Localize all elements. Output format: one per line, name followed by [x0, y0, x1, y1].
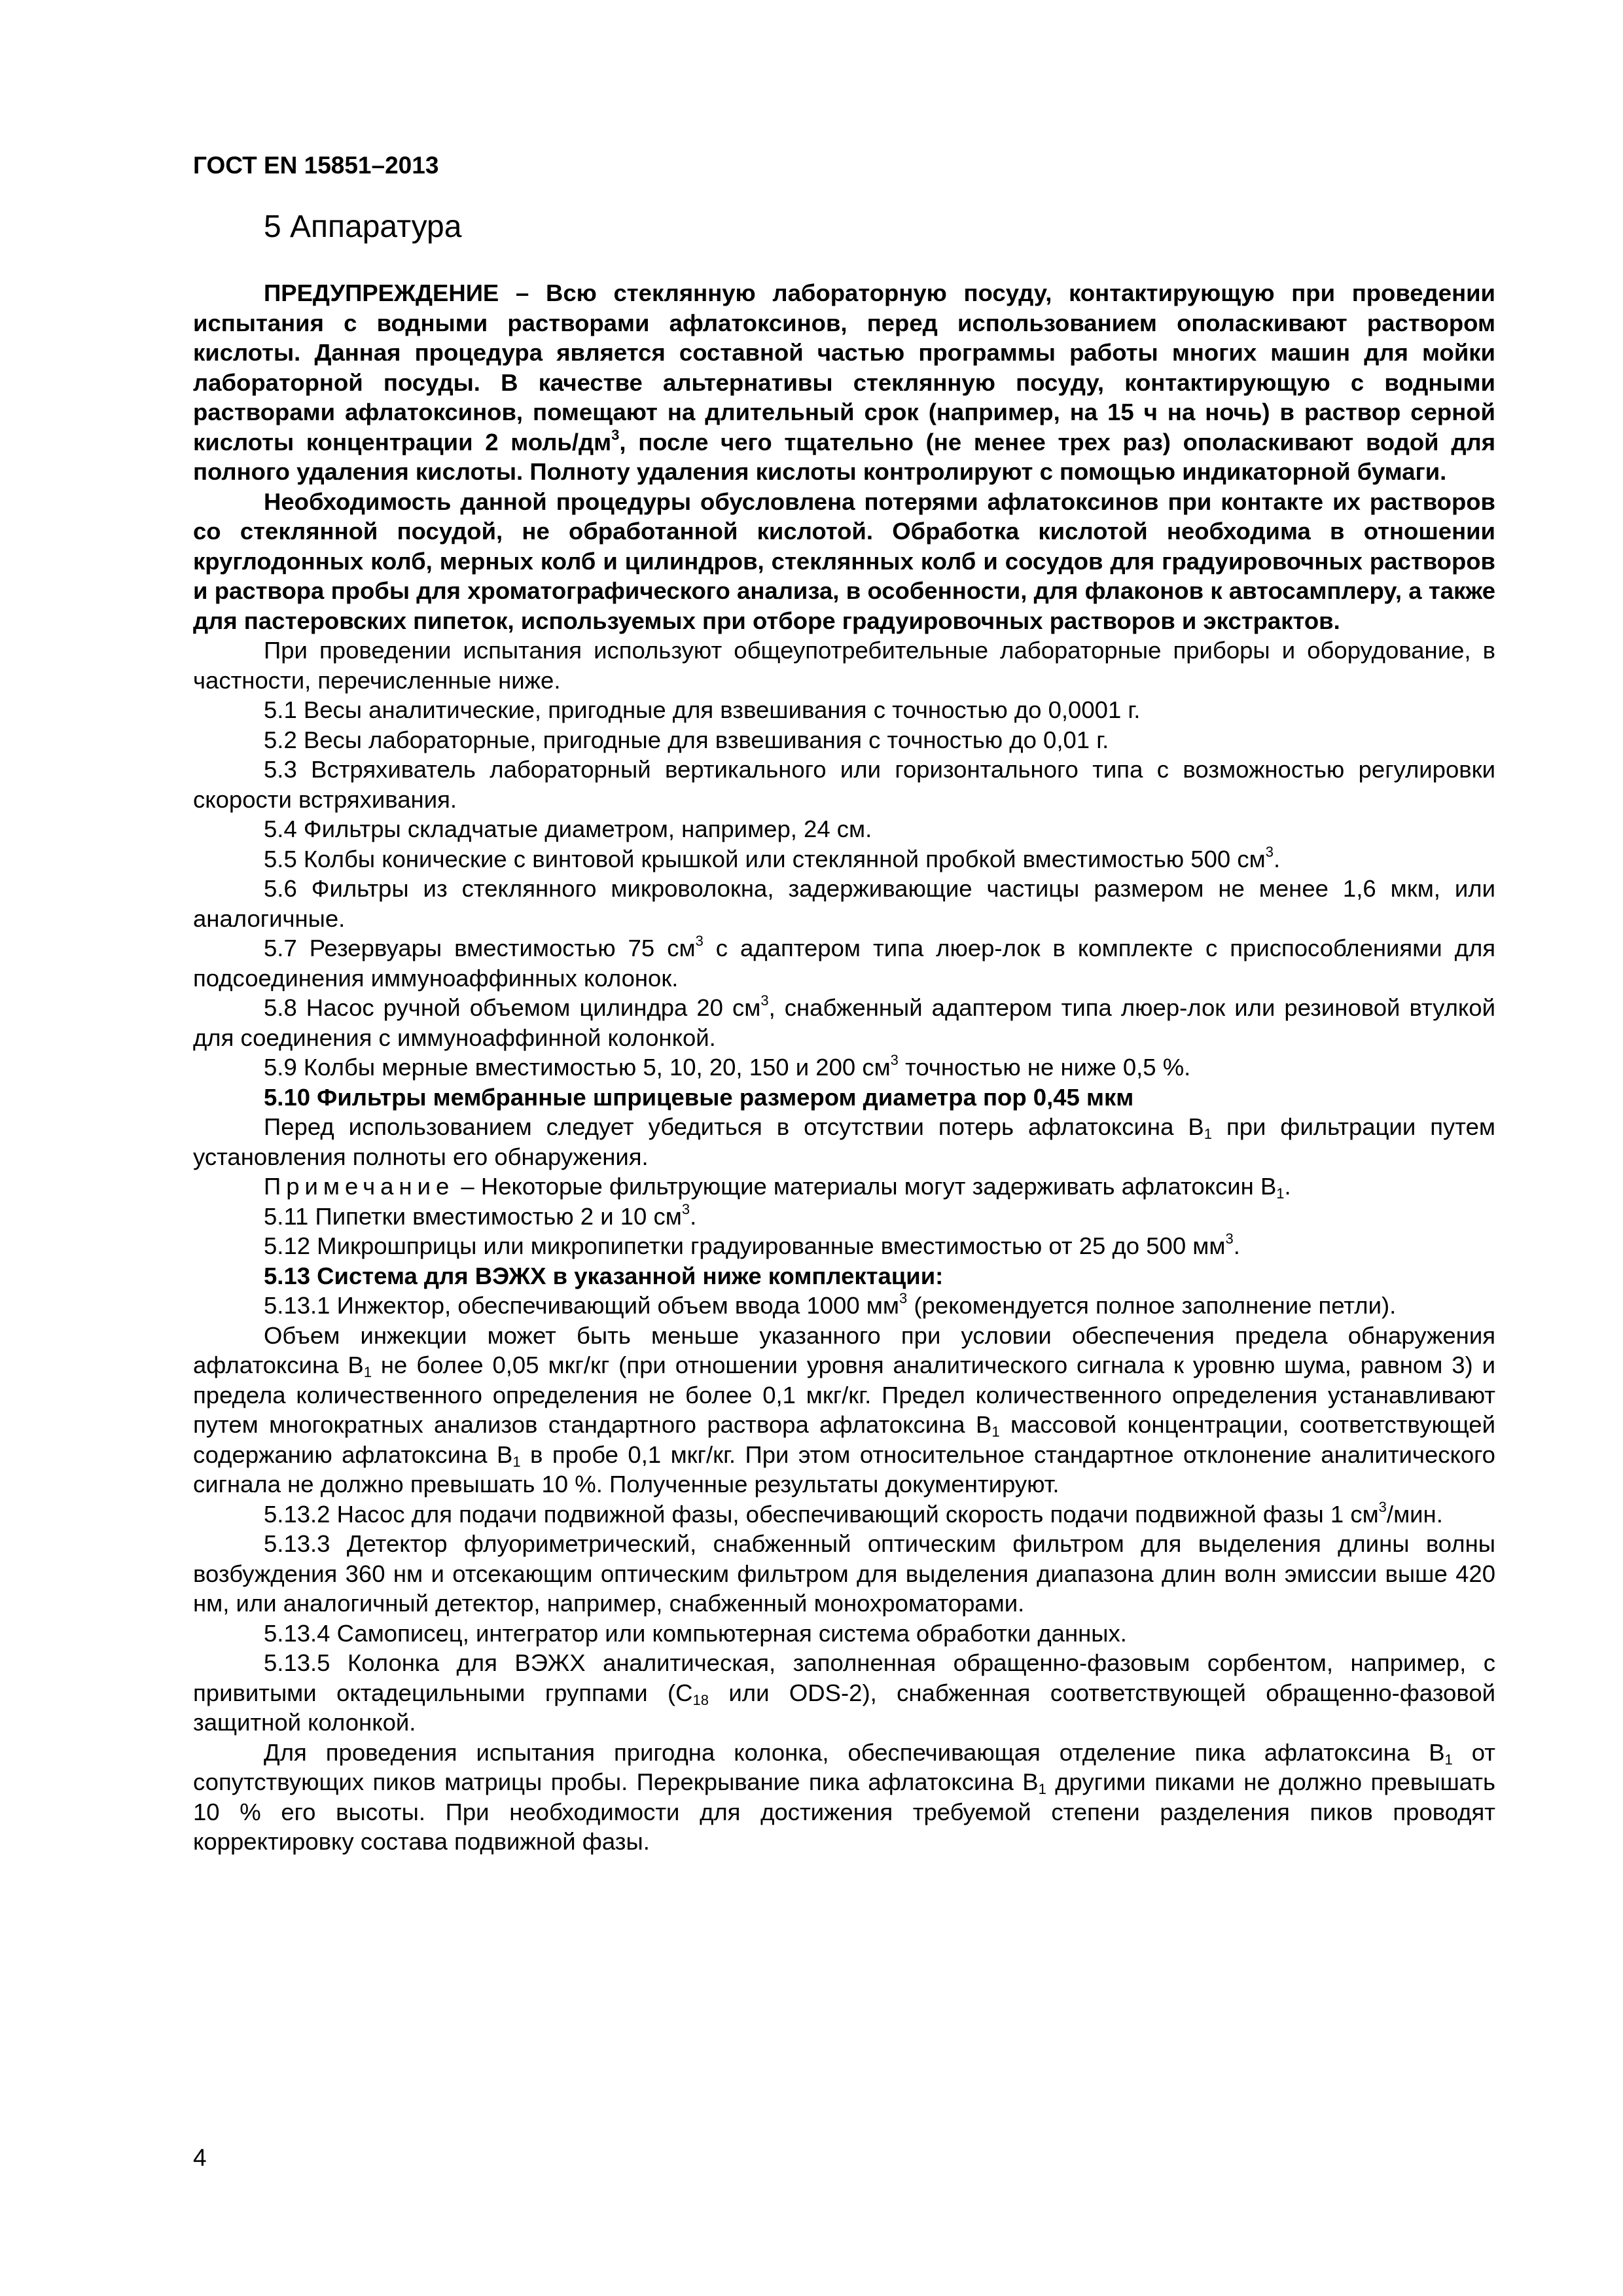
warning-rationale: Необходимость данной процедуры обусловлена потерями афлатоксинов при контакте их растворов со стеклянной посудой, не обработанной кислотой. Обработка кислотой необходима в отношении круглодонных колб, мерных колб и цилиндров, стеклянных колб и сосудов для градуировочных растворов и раствора пробы для хроматографического анализа, в особенности, для флаконов к автосамплеру, а также для пастеровских пипеток, используемых при отборе градуировочных растворов и экстрактов. — [193, 488, 1495, 634]
item-5-13-4: 5.13.4 Самописец, интегратор или компьютерная система обработки данных. — [264, 1619, 1127, 1647]
item-5-13-1: 5.13.1 Инжектор, обеспечивающий объем ввода 1000 $мм^3$ (рекомендуется полное заполнение петли). — [264, 1290, 1397, 1319]
injection-paragraph: Объем инжекции может быть меньше указанного при условии обеспечения предела обнаружения афлатоксина $B_1$ не более 0,05 мкг/кг (при отношении уровня аналитического сигнала к уровню шума, равном 3) и предела количественного определения не более 0,1 мкг/кг. Предел количественного определения устанавливают путем многократных анализов стандартного раствора афлатоксина $B_1$ массовой концентрации, соответствующей содержанию афлатоксина $B_1$ в пробе 0,1 мкг/кг. При этом относительное стандартное отклонение аналитического сигнала не должно превышать 10 %. Полученные результаты документируют. — [193, 1321, 1496, 1498]
warning-paragraph: ПРЕДУПРЕЖДЕНИЕ – Всю стеклянную лабораторную посуду, контактирующую при проведении испытания с водными растворами афлатоксинов, перед использованием ополаскивают раствором кислоты. Данная процедура является составной частью программы работы многих машин для мойки лабораторной посуды. В качестве альтернативы стеклянную посуду, контактирующую с водными растворами афлатоксинов, помещают на длительный срок (например, на 15 ч на ночь) в раствор серной кислоты концентрации 2 моль/$дм^3$, после чего тщательно (не менее трех раз) ополаскивают водой для полного удаления кислоты. Полноту удаления кислоты контролируют с помощью индикаторной бумаги. — [193, 279, 1495, 485]
intro-paragraph: При проведении испытания используют общеупотребительные лабораторные приборы и оборудование, в частности, перечисленные ниже. — [193, 637, 1495, 694]
document-page — [193, 151, 1495, 1857]
item-5-11: 5.11 Пипетки вместимостью 2 и 10 $см^3$. — [264, 1200, 697, 1230]
item-5-6: 5.6 Фильтры из стеклянного микроволокна, задерживающие частицы размером не менее 1,6 мкм, или аналогичные. — [193, 875, 1495, 932]
item-5-3: 5.3 Встряхиватель лабораторный вертикального или горизонтального типа с возможностью регулировки скорости встряхивания. — [193, 756, 1495, 813]
note-label: Примечание — [264, 1173, 455, 1200]
item-5-13-5: 5.13.5 Колонка для ВЭЖХ аналитическая, заполненная обращенно-фазовым сорбентом, например, с привитыми октадецильными группами ($C_{18}$ или ODS-2), снабженная соответствующей обращенно-фазовой защитной колонкой. — [193, 1649, 1496, 1736]
item-5-2: 5.2 Весы лабораторные, пригодные для взвешивания с точностью до 0,01 г. — [264, 726, 1109, 753]
standard-header: ГОСТ EN 15851–2013 — [193, 152, 439, 179]
section-title: 5 Аппаратура — [264, 209, 462, 244]
item-5-9: 5.9 Колбы мерные вместимостью 5, 10, 20, 150 и 200 $см^3$ точностью не ниже 0,5 %. — [264, 1052, 1191, 1081]
item-5-7: 5.7 Резервуары вместимостью 75 $см^3$ с адаптером типа люер-лок в комплекте с приспособлениями для подсоединения иммуноаффинных колонок. — [193, 933, 1496, 992]
note: Примечание – Некоторые фильтрующие материалы могут задерживать афлатоксин $B_1$. — [264, 1173, 1291, 1202]
item-5-13-2: 5.13.2 Насос для подачи подвижной фазы, обеспечивающий скорость подачи подвижной фазы 1 $см^3$/мин. — [264, 1498, 1443, 1528]
item-5-10: 5.10 Фильтры мембранные шприцевые размером диаметра пор 0,45 мкм — [264, 1083, 1134, 1111]
item-5-8: 5.8 Насос ручной объемом цилиндра 20 $см^3$, снабженный адаптером типа люер-лок или резиновой втулкой для соединения с иммуноаффинной колонкой. — [193, 992, 1495, 1051]
item-5-5: 5.5 Колбы конические с винтовой крышкой или стеклянной пробкой вместимостью 500 $см^3$. — [264, 843, 1281, 872]
item-5-13: 5.13 Система для ВЭЖХ в указанной ниже комплектации: — [264, 1262, 944, 1289]
item-5-10-text: Перед использованием следует убедиться в отсутствии потерь афлатоксина $B_1$ при фильтрации путем установления полноты его обнаружения. — [193, 1113, 1495, 1170]
page-number: 4 — [193, 2144, 207, 2171]
item-5-13-3: 5.13.3 Детектор флуориметрический, снабженный оптическим фильтром для выделения длины волны возбуждения 360 нм и отсекающим оптическим фильтром для выделения диапазона длин волн эмиссии выше 420 нм, или аналогичный детектор, например, снабженный монохроматорами. — [193, 1530, 1495, 1617]
item-5-12: 5.12 Микрошприцы или микропипетки градуированные вместимостью от 25 до 500 $мм^3$. — [264, 1230, 1240, 1259]
item-5-1: 5.1 Весы аналитические, пригодные для взвешивания с точностью до 0,0001 г. — [264, 696, 1141, 723]
column-paragraph: Для проведения испытания пригодна колонка, обеспечивающая отделение пика афлатоксина $B_1$ от сопутствующих пиков матрицы пробы. Перекрывание пика афлатоксина $B_1$ другими пиками не должно превышать 10 % его высоты. При необходимости для достижения требуемой степени разделения пиков проводят корректировку состава подвижной фазы. — [193, 1738, 1495, 1855]
item-5-4: 5.4 Фильтры складчатые диаметром, например, 24 см. — [264, 816, 872, 842]
